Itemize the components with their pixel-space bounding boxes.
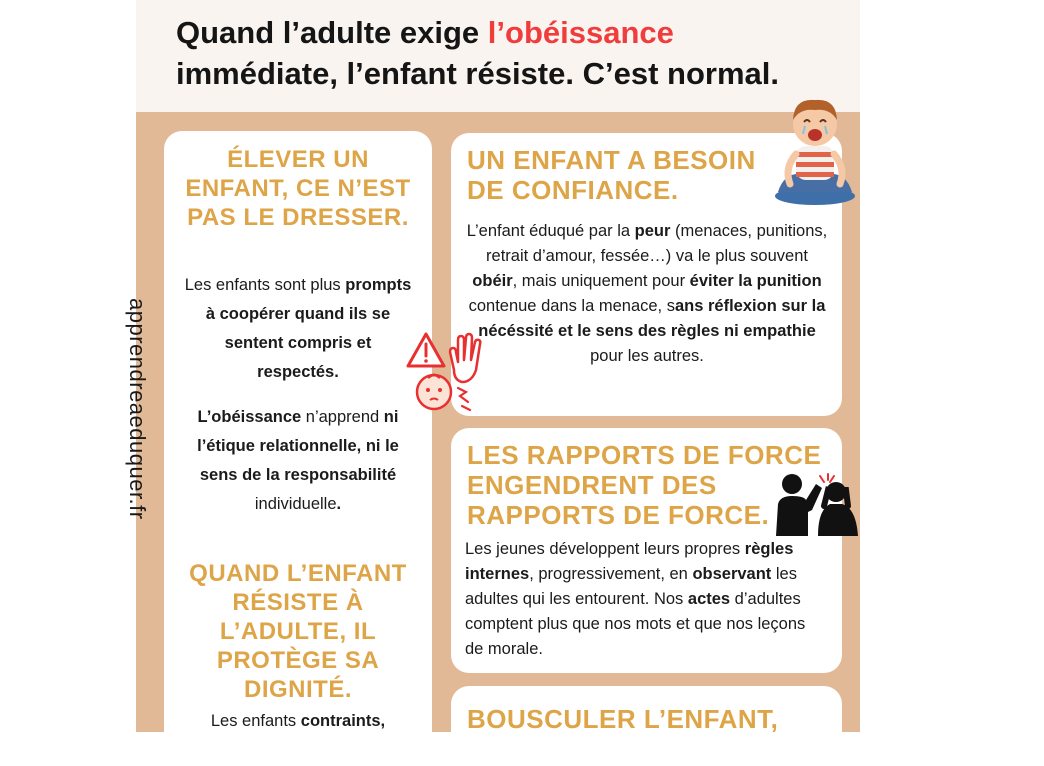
text-bold: peur — [634, 222, 671, 240]
text-bold: ni l’étique relationnelle, ni le sens de la responsabilité — [197, 408, 399, 484]
warning-hand-baby-icon — [406, 330, 488, 416]
text-fragment: (menaces, punitions, retrait d’amour, fessée…) va le plus souvent — [486, 222, 828, 265]
crying-child-illustration — [772, 88, 858, 206]
text-bold: contraints, — [300, 712, 386, 730]
paragraph-regles — [465, 537, 825, 662]
text-fragment: les adultes qui les entourent. Nos — [465, 565, 797, 608]
heading-rapports-force: LES RAPPORTS DE FORCE ENGENDRENT DES RAPPORTS DE FORCE. — [467, 440, 822, 530]
header-band — [136, 0, 860, 112]
text-fragment: Les enfants sont plus — [184, 276, 346, 294]
heading-confiance: UN ENFANT A BESOIN DE CONFIANCE. — [467, 145, 756, 205]
title-part-1: Quand l’adulte exige — [176, 15, 488, 50]
paragraph-contraints — [182, 709, 414, 734]
text-bold: actes — [687, 590, 731, 608]
card-bousculer — [451, 686, 842, 766]
text-fragment: contenue dans la menace, s — [468, 297, 675, 315]
text-bold: prompts à coopérer quand ils se sentent compris et respectés. — [205, 276, 412, 381]
paragraph-cooperer — [184, 271, 412, 387]
text-bold: ans réflexion sur la nécéssité et le sens des règles ni empathie — [478, 297, 826, 340]
text-bold: éviter la punition — [689, 272, 822, 290]
text-fragment: L’enfant éduqué par la — [466, 222, 635, 240]
infographic-poster — [125, 0, 860, 734]
heading-resiste: QUAND L’ENFANT RÉSISTE À L’ADULTE, IL PROTÈGE SA DIGNITÉ. — [189, 560, 407, 703]
website-vertical-label: apprendreaeduquer.fr — [125, 298, 150, 520]
title-accent: l’obéissance — [487, 15, 674, 50]
text-fragment: Les jeunes développent leurs propres — [465, 540, 745, 558]
text-fragment: n’apprend — [301, 408, 384, 426]
conflict-silhouette-icon — [772, 470, 860, 536]
heading-elever: ÉLEVER UN ENFANT, CE N’EST PAS LE DRESSER. — [185, 146, 411, 231]
text-bold: . — [336, 495, 342, 513]
paragraph-obeissance — [182, 403, 414, 519]
card-rapports-force — [451, 428, 842, 673]
card-elever — [164, 131, 432, 751]
text-bold: règles internes — [465, 540, 794, 583]
text-fragment: , progressivement, en — [529, 565, 693, 583]
text-fragment: Les enfants — [210, 712, 301, 730]
text-fragment: pour les autres. — [590, 347, 704, 365]
text-fragment: , mais uniquement pour — [512, 272, 690, 290]
page-title — [176, 12, 836, 94]
paragraph-peur — [465, 219, 829, 369]
text-bold: L’obéissance — [197, 408, 302, 426]
title-part-2: immédiate, l’enfant résiste. C’est normal. — [176, 56, 779, 91]
text-bold: obéir — [472, 272, 513, 290]
text-fragment: individuelle — [254, 495, 337, 513]
heading-bousculer: BOUSCULER L’ENFANT, — [467, 704, 779, 734]
text-bold: observant — [692, 565, 772, 583]
text-fragment: d’adultes comptent plus que nos mots et que nos leçons de morale. — [465, 590, 806, 658]
